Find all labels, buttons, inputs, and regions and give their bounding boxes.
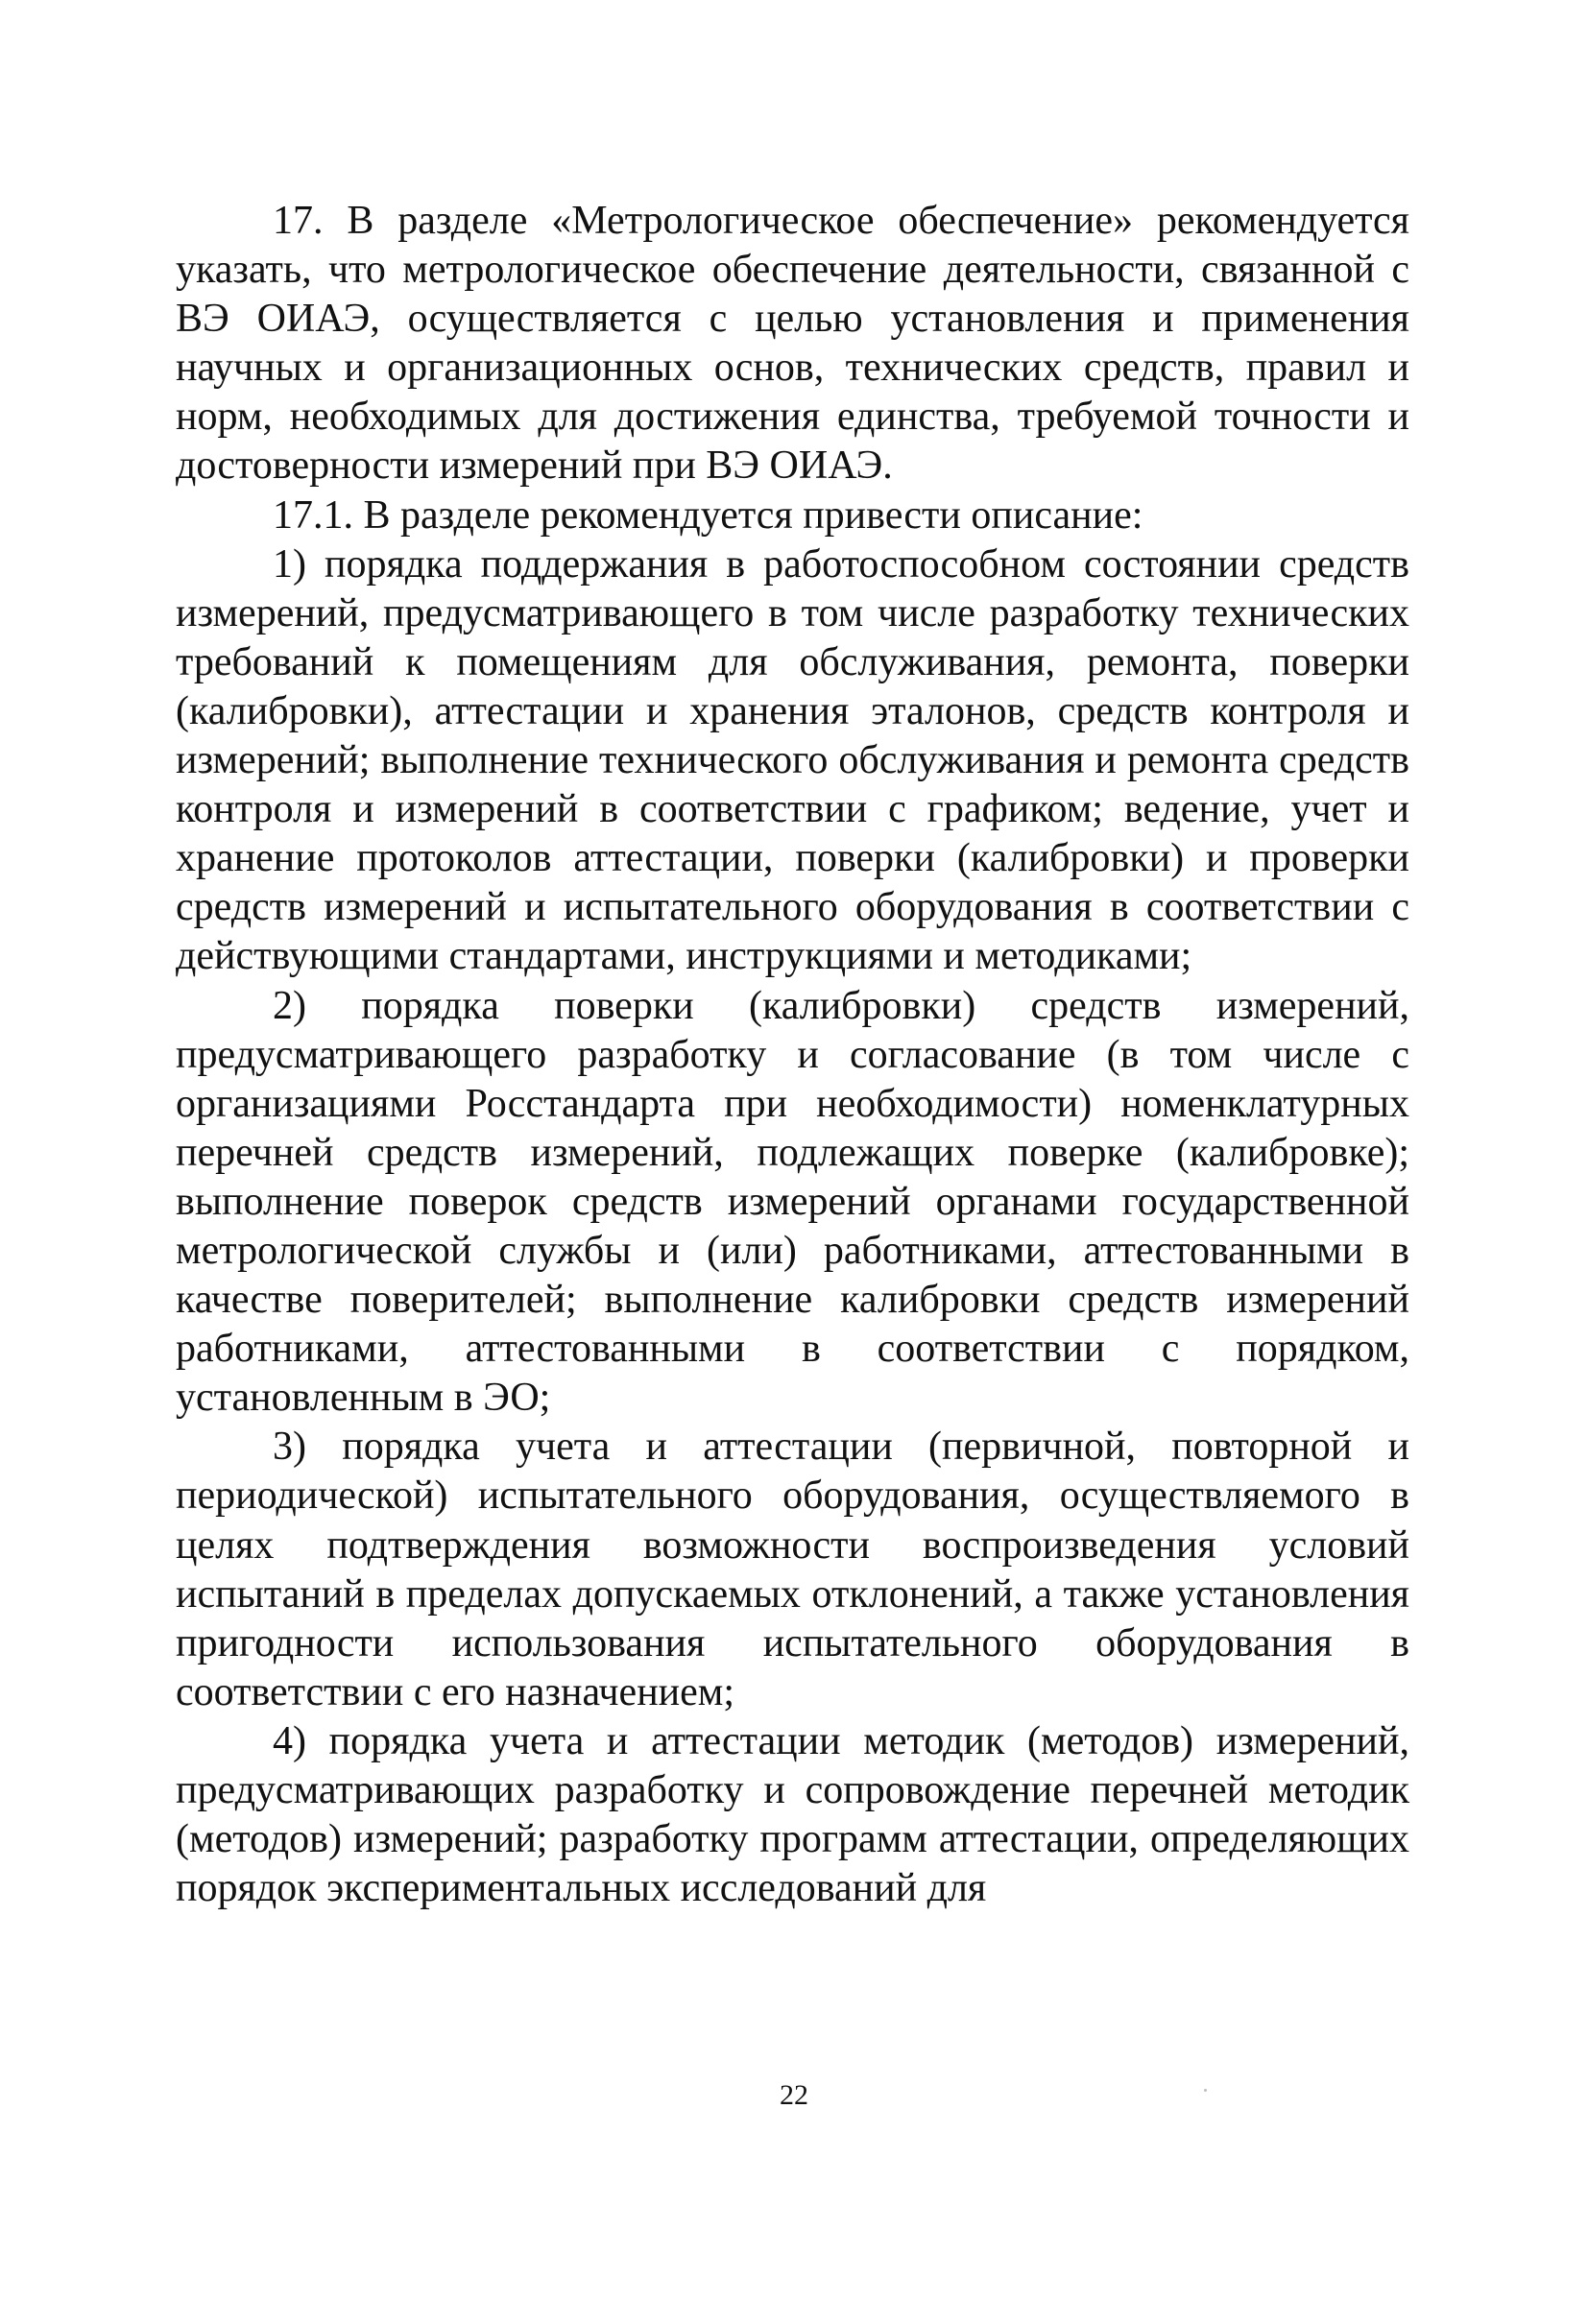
list-item-2: 2) порядка поверки (калибровки) средств измерений, предусматривающего разработку и согласование (в том числе с организациями Росстандарта при необходимости) номенклатурных перечней средств измерений, подлежащих поверке (калибровке); выполнение поверок средств измерений органами государственной метрологической службы и (или) работниками, аттестованными в качестве поверителей; выполнение калибровки средств измерений работниками, аттестованными в соответствии с порядком, установленным в ЭО; (176, 983, 1409, 1421)
list-item-3: 3) порядка учета и аттестации (первичной, повторной и периодической) испытательного оборудования, осуществляемого в целях подтверждения возможности воспроизведения условий испытаний в пределах допускаемых отклонений, а также установления пригодности использования испытательного оборудования в соответствии с его назначением; (176, 1425, 1409, 1714)
paragraph-17: 17. В разделе «Метрологическое обеспечение» рекомендуется указать, что метрологическое обеспечение деятельности, связанной с ВЭ ОИАЭ, осуществляется с целью установления и применения научных и организационных основ, технических средств, правил и норм, необходимых для достижения единства, требуемой точности и достоверности измерений при ВЭ ОИАЭ. (176, 199, 1409, 489)
list-item-1: 1) порядка поддержания в работоспособном состоянии средств измерений, предусматривающего в том числе разработку технических требований к помещениям для обслуживания, ремонта, поверки (калибровки), аттестации и хранения эталонов, средств контроля и измерений; выполнение технического обслуживания и ремонта средств контроля и измерений в соответствии с графиком; ведение, учет и хранение протоколов аттестации, поверки (калибровки) и проверки средств измерений и испытательного оборудования в соответствии с действующими стандартами, инструкциями и методиками; (176, 541, 1409, 979)
paragraph-17-1: 17.1. В разделе рекомендуется привести описание: (273, 492, 1143, 538)
scan-artifact-dot (1204, 2089, 1207, 2092)
page-number: 22 (780, 2079, 808, 2111)
document-body (176, 197, 1409, 1913)
list-item-4: 4) порядка учета и аттестации методик (методов) измерений, предусматривающих разработку и сопровождение перечней методик (методов) измерений; разработку программ аттестации, определяющих порядок экспериментальных исследований для (176, 1718, 1409, 1911)
